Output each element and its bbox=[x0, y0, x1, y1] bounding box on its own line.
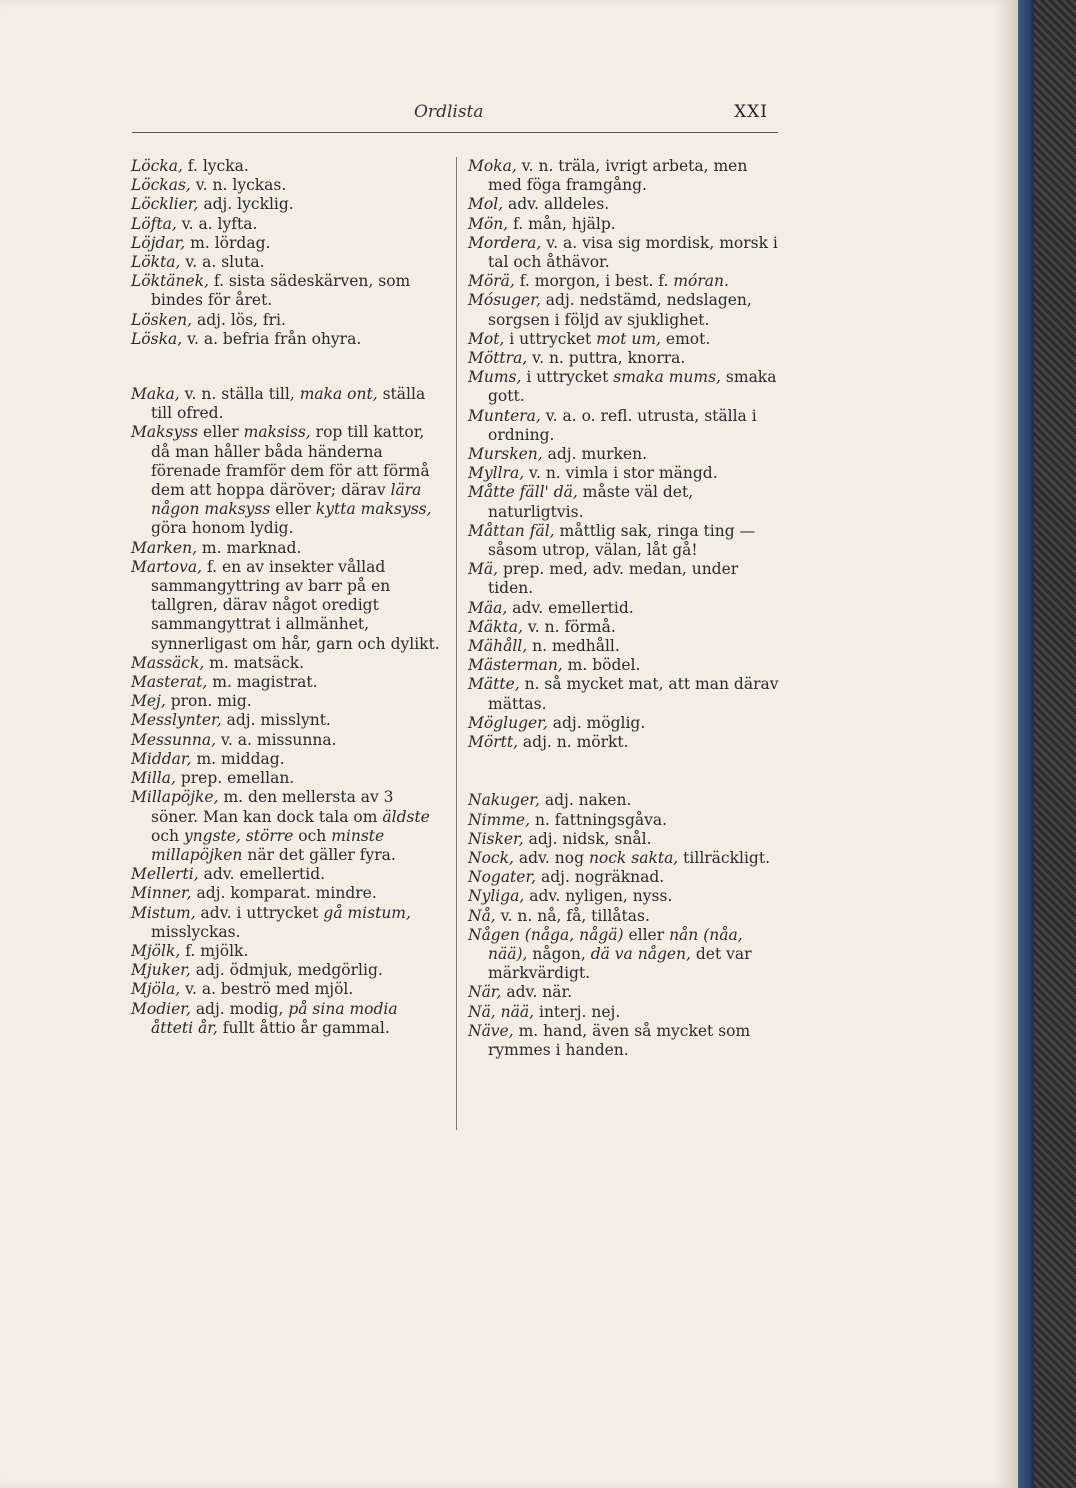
entry-headword: Mjuker, bbox=[131, 961, 191, 980]
entry-definition: v. n. träla, ivrigt arbeta, men med föga framgång. bbox=[488, 157, 748, 195]
dictionary-entry bbox=[468, 560, 780, 598]
dictionary-entry bbox=[468, 887, 780, 906]
entry-headword: Mäa, bbox=[468, 598, 508, 617]
entry-headword: Mön, bbox=[468, 214, 509, 233]
entry-definition: adj. komparat. mindre. bbox=[191, 884, 377, 903]
entry-definition: n. medhåll. bbox=[527, 637, 620, 656]
entry-example: mot um, bbox=[596, 329, 661, 348]
entry-headword: Maka, bbox=[131, 385, 180, 404]
entry-headword: Nisker, bbox=[468, 829, 524, 848]
entry-headword: Mörtt, bbox=[468, 733, 518, 752]
entry-headword: Muntera, bbox=[468, 406, 541, 425]
entry-definition: m. bödel. bbox=[562, 656, 641, 675]
dictionary-entry bbox=[468, 195, 780, 214]
dictionary-entry bbox=[468, 157, 780, 195]
entry-definition: och bbox=[151, 826, 184, 845]
entry-headword: Mätte, bbox=[468, 675, 520, 694]
entry-definition: adv. i uttrycket bbox=[195, 903, 324, 922]
dictionary-entry bbox=[131, 423, 441, 538]
entry-definition: v. a. missunna. bbox=[216, 730, 337, 749]
entry-headword: Löjdar, bbox=[131, 233, 186, 252]
entry-definition: f. mån, hjälp. bbox=[508, 214, 616, 233]
entry-definition: v. a. lyfta. bbox=[176, 214, 258, 233]
entry-example: gå mistum, bbox=[323, 903, 411, 922]
entry-headword: Näve, bbox=[468, 1021, 514, 1040]
entry-definition: interj. nej. bbox=[534, 1002, 621, 1021]
entry-headword: Mä, bbox=[468, 560, 499, 579]
entry-headword: Mósuger, bbox=[468, 291, 541, 310]
section-gap bbox=[468, 752, 780, 791]
dictionary-entry bbox=[131, 272, 441, 310]
dictionary-entry bbox=[131, 215, 441, 234]
entry-headword: Milla, bbox=[131, 769, 176, 788]
dictionary-entry bbox=[468, 791, 780, 810]
entry-definition: v. n. lyckas. bbox=[190, 176, 287, 195]
entry-definition: misslyckas. bbox=[151, 922, 241, 941]
right-column bbox=[468, 157, 780, 1060]
dictionary-entry bbox=[131, 731, 441, 750]
entry-definition: v. a. befria från ohyra. bbox=[182, 329, 362, 348]
section-gap bbox=[131, 349, 441, 385]
entry-headword: Löska, bbox=[131, 329, 183, 348]
dictionary-entry bbox=[468, 464, 780, 483]
page-header bbox=[132, 98, 778, 133]
entry-headword: Löcka, bbox=[131, 157, 183, 175]
entry-definition: adj. möglig. bbox=[547, 713, 646, 732]
entry-headword: Mej, bbox=[131, 692, 166, 711]
entry-headword: Nä, nää, bbox=[468, 1002, 535, 1021]
dictionary-entry bbox=[131, 942, 441, 961]
entry-definition: adv. nog bbox=[513, 848, 589, 867]
book-cover-cloth bbox=[1034, 0, 1076, 1488]
dictionary-entry bbox=[131, 692, 441, 711]
dictionary-entry bbox=[131, 673, 441, 692]
entry-definition: f. morgon, i best. f. bbox=[514, 272, 674, 291]
entry-headword: Mellerti, bbox=[131, 865, 199, 884]
entry-example: nån (nåa, nää), bbox=[488, 925, 743, 963]
book-spine bbox=[1018, 0, 1034, 1488]
entry-definition: adv. nyligen, nyss. bbox=[524, 887, 673, 906]
entry-headword: Löckas, bbox=[131, 176, 191, 195]
entry-definition: adj. lycklig. bbox=[198, 195, 294, 214]
entry-definition: det var märkvärdigt. bbox=[488, 944, 752, 983]
entry-headword: Nakuger, bbox=[468, 791, 540, 810]
dictionary-entry bbox=[131, 385, 441, 423]
entry-definition: v. n. vimla i stor mängd. bbox=[524, 464, 718, 483]
dictionary-entry bbox=[468, 656, 780, 675]
entry-headword: Mästerman, bbox=[468, 656, 563, 675]
dictionary-entry bbox=[131, 769, 441, 788]
entry-headword: Nå, bbox=[468, 906, 496, 925]
dictionary-entry bbox=[468, 234, 780, 272]
entry-definition: eller bbox=[198, 423, 244, 442]
dictionary-entry bbox=[468, 215, 780, 234]
entry-headword: Marken, bbox=[131, 538, 197, 557]
entry-definition: f. mjölk. bbox=[180, 941, 249, 960]
entry-headword: Nyliga, bbox=[468, 887, 525, 906]
dictionary-entry bbox=[468, 272, 780, 291]
entry-example: nock sakta, bbox=[588, 848, 679, 867]
entry-definition: i uttrycket bbox=[504, 329, 597, 348]
entry-headword: Messunna, bbox=[131, 730, 217, 749]
page-number: XXI bbox=[734, 102, 768, 122]
entry-definition: rop till kattor, då man håller båda händerna förenade framför dem för att förmå dem att hoppa däröver; därav bbox=[151, 423, 430, 500]
entry-definition: m. lördag. bbox=[185, 233, 271, 252]
entry-headword: Mums, bbox=[468, 368, 522, 387]
entry-definition: adj. nedstämd, nedslagen, sorgsen i följd av sjuklighet. bbox=[488, 291, 752, 329]
dictionary-entry bbox=[468, 714, 780, 733]
entry-headword: Mordera, bbox=[468, 233, 542, 252]
entry-definition: smaka gott. bbox=[488, 368, 777, 406]
entry-definition: m. matsäck. bbox=[204, 653, 305, 672]
dictionary-entry bbox=[468, 291, 780, 329]
entry-headword: Mot, bbox=[468, 329, 505, 348]
entry-headword: När, bbox=[468, 983, 502, 1002]
entry-headword: Nock, bbox=[468, 848, 514, 867]
entry-definition: adj. lös, fri. bbox=[192, 310, 286, 329]
entry-definition: adj. nidsk, snål. bbox=[523, 829, 652, 848]
entry-definition: v. n. förmå. bbox=[522, 617, 616, 636]
entry-definition: v. n. puttra, knorra. bbox=[527, 349, 686, 368]
dictionary-entry bbox=[131, 253, 441, 272]
entry-example: smaka mums, bbox=[613, 368, 721, 387]
entry-example: móran. bbox=[673, 272, 729, 291]
entry-definition: adv. emellertid. bbox=[507, 598, 634, 617]
dictionary-entry bbox=[131, 788, 441, 865]
entry-headword: Mjölk, bbox=[131, 941, 181, 960]
entry-example: lära någon maksyss bbox=[151, 481, 422, 519]
entry-definition: prep. med, adv. medan, under tiden. bbox=[488, 560, 739, 598]
entry-definition: v. n. nå, få, tillåtas. bbox=[495, 906, 650, 925]
dictionary-entry bbox=[468, 349, 780, 368]
dictionary-entry bbox=[468, 983, 780, 1002]
entry-headword: Martova, bbox=[131, 557, 203, 576]
column-divider bbox=[456, 157, 457, 1130]
entry-example: kytta maksyss, bbox=[315, 500, 432, 519]
entry-definition: v. a. sluta. bbox=[180, 253, 265, 272]
entry-definition: n. fattningsgåva. bbox=[530, 810, 668, 829]
dictionary-entry bbox=[468, 483, 780, 521]
entry-definition: adj. ödmjuk, medgörlig. bbox=[190, 961, 383, 980]
entry-definition: när det gäller fyra. bbox=[242, 845, 396, 864]
entry-definition: m. middag. bbox=[191, 749, 285, 768]
entry-definition: prep. emellan. bbox=[175, 769, 295, 788]
dictionary-entry bbox=[131, 961, 441, 980]
dictionary-entry bbox=[468, 368, 780, 406]
entry-headword: Löcklier, bbox=[131, 195, 199, 214]
dictionary-entry bbox=[468, 1003, 780, 1022]
dictionary-entry bbox=[468, 599, 780, 618]
dictionary-entry bbox=[131, 884, 441, 903]
dictionary-entry bbox=[131, 865, 441, 884]
entry-definition: v. a. visa sig mordisk, morsk i tal och åthävor. bbox=[488, 233, 778, 272]
entry-definition: m. den mellersta av 3 söner. Man kan dock tala om bbox=[151, 788, 394, 826]
entry-definition: göra honom lydig. bbox=[151, 519, 294, 538]
entry-headword: Mistum, bbox=[131, 903, 196, 922]
entry-headword: Middar, bbox=[131, 749, 192, 768]
entry-headword: Mäkta, bbox=[468, 617, 523, 636]
dictionary-entry bbox=[468, 637, 780, 656]
entry-headword: Möttra, bbox=[468, 349, 528, 368]
dictionary-entry bbox=[468, 811, 780, 830]
dictionary-entry bbox=[131, 711, 441, 730]
entry-definition: i uttrycket bbox=[521, 368, 614, 387]
entry-definition: f. sista sädeskärven, som bindes för året. bbox=[151, 272, 411, 310]
dictionary-entry bbox=[131, 195, 441, 214]
entry-headword: Löktänek, bbox=[131, 272, 209, 291]
entry-definition: m. hand, även så mycket som rymmes i handen. bbox=[488, 1021, 751, 1059]
entry-headword: Nogater, bbox=[468, 868, 537, 887]
dictionary-entry bbox=[468, 926, 780, 984]
entry-headword: Massäck, bbox=[131, 653, 205, 672]
entry-headword: Minner, bbox=[131, 884, 192, 903]
entry-example: på sina modia åtteti år, bbox=[151, 999, 398, 1037]
entry-definition: adv. emellertid. bbox=[198, 865, 326, 884]
dictionary-entry bbox=[468, 330, 780, 349]
entry-headword: Någen (någa, någä) bbox=[468, 925, 624, 944]
entry-example: äldste bbox=[382, 807, 430, 826]
dictionary-entry bbox=[468, 1022, 780, 1060]
entry-definition: m. magistrat. bbox=[207, 673, 318, 692]
entry-definition: f. en av insekter vållad sammangyttring av barr på en tallgren, därav något oredigt sammangyttrat i allmänhet, synnerligast om hår, garn och dylikt. bbox=[151, 557, 440, 653]
entry-example: yngste, större bbox=[183, 826, 294, 845]
entry-definition: tillräckligt. bbox=[678, 848, 770, 867]
dictionary-entry bbox=[468, 407, 780, 445]
entry-headword: Måtte fäll' dä, bbox=[468, 483, 578, 502]
entry-definition: adj. murken. bbox=[542, 445, 648, 464]
entry-definition: måttlig sak, ringa ting — såsom utrop, välan, låt gå! bbox=[488, 521, 756, 560]
dictionary-entry bbox=[131, 750, 441, 769]
left-column bbox=[131, 157, 441, 1038]
entry-definition: n. så mycket mat, att man därav mättas. bbox=[488, 675, 779, 713]
entry-headword: Nimme, bbox=[468, 810, 531, 829]
dictionary-entry bbox=[131, 539, 441, 558]
entry-definition: adj. naken. bbox=[539, 791, 632, 810]
dictionary-entry bbox=[468, 733, 780, 752]
entry-headword: Modier, bbox=[131, 999, 191, 1018]
entry-headword: Mjöla, bbox=[131, 980, 181, 999]
dictionary-entry bbox=[131, 176, 441, 195]
dictionary-entry bbox=[468, 618, 780, 637]
entry-headword: Messlynter, bbox=[131, 711, 222, 730]
dictionary-entry bbox=[131, 904, 441, 942]
entry-definition: f. lycka. bbox=[182, 157, 249, 175]
entry-headword: Maksyss bbox=[131, 423, 199, 442]
dictionary-entry bbox=[131, 558, 441, 654]
dictionary-entry bbox=[468, 907, 780, 926]
dictionary-entry bbox=[131, 1000, 441, 1038]
entry-headword: Lösken, bbox=[131, 310, 193, 329]
dictionary-entry bbox=[468, 830, 780, 849]
entry-definition: adj. n. mörkt. bbox=[518, 733, 629, 752]
dictionary-entry bbox=[468, 849, 780, 868]
entry-example: minste millapöjken bbox=[151, 826, 385, 864]
entry-definition: adv. när. bbox=[501, 983, 573, 1002]
entry-headword: Mol, bbox=[468, 195, 504, 214]
entry-definition: pron. mig. bbox=[165, 692, 252, 711]
entry-headword: Myllra, bbox=[468, 464, 525, 483]
entry-definition: v. a. o. refl. utrusta, ställa i ordning. bbox=[488, 406, 757, 444]
entry-definition: v. a. beströ med mjöl. bbox=[180, 980, 354, 999]
dictionary-entry bbox=[468, 522, 780, 560]
entry-definition: m. marknad. bbox=[197, 538, 302, 557]
entry-definition: v. n. ställa till, bbox=[179, 385, 300, 404]
entry-definition: adj. modig, bbox=[190, 999, 289, 1018]
entry-headword: Masterat, bbox=[131, 673, 208, 692]
dictionary-entry bbox=[131, 311, 441, 330]
running-title: Ordlista bbox=[414, 102, 484, 122]
entry-example: maka ont, bbox=[299, 385, 378, 404]
entry-definition: emot. bbox=[660, 329, 711, 348]
entry-headword: Mögluger, bbox=[468, 713, 548, 732]
entry-example: dä va någen, bbox=[590, 944, 691, 963]
dictionary-entry bbox=[131, 234, 441, 253]
entry-headword: Mähåll, bbox=[468, 637, 528, 656]
entry-definition: ställa till ofred. bbox=[151, 385, 426, 423]
dictionary-entry bbox=[131, 654, 441, 673]
entry-definition: eller bbox=[270, 500, 316, 519]
entry-headword: Lökta, bbox=[131, 253, 181, 272]
dictionary-entry bbox=[468, 675, 780, 713]
entry-definition: adj. misslynt. bbox=[221, 711, 331, 730]
entry-headword: Löfta, bbox=[131, 214, 177, 233]
entry-definition: måste väl det, naturligtvis. bbox=[488, 483, 694, 521]
dictionary-entry bbox=[468, 445, 780, 464]
entry-example: maksiss, bbox=[243, 423, 311, 442]
entry-headword: Moka, bbox=[468, 157, 517, 175]
dictionary-entry bbox=[131, 980, 441, 999]
entry-definition: fullt åttio år gammal. bbox=[217, 1018, 390, 1037]
entry-definition: och bbox=[293, 826, 332, 845]
entry-definition: adj. nogräknad. bbox=[536, 868, 665, 887]
dictionary-entry bbox=[131, 330, 441, 349]
entry-headword: Mursken, bbox=[468, 445, 543, 464]
entry-definition: någon, bbox=[527, 944, 591, 963]
entry-definition: adv. alldeles. bbox=[503, 195, 610, 214]
entry-headword: Millapöjke, bbox=[131, 788, 219, 807]
entry-definition: eller bbox=[623, 925, 670, 944]
entry-headword: Mörä, bbox=[468, 272, 515, 291]
dictionary-entry bbox=[131, 157, 441, 176]
entry-headword: Måttan fäl, bbox=[468, 521, 555, 540]
dictionary-entry bbox=[468, 868, 780, 887]
